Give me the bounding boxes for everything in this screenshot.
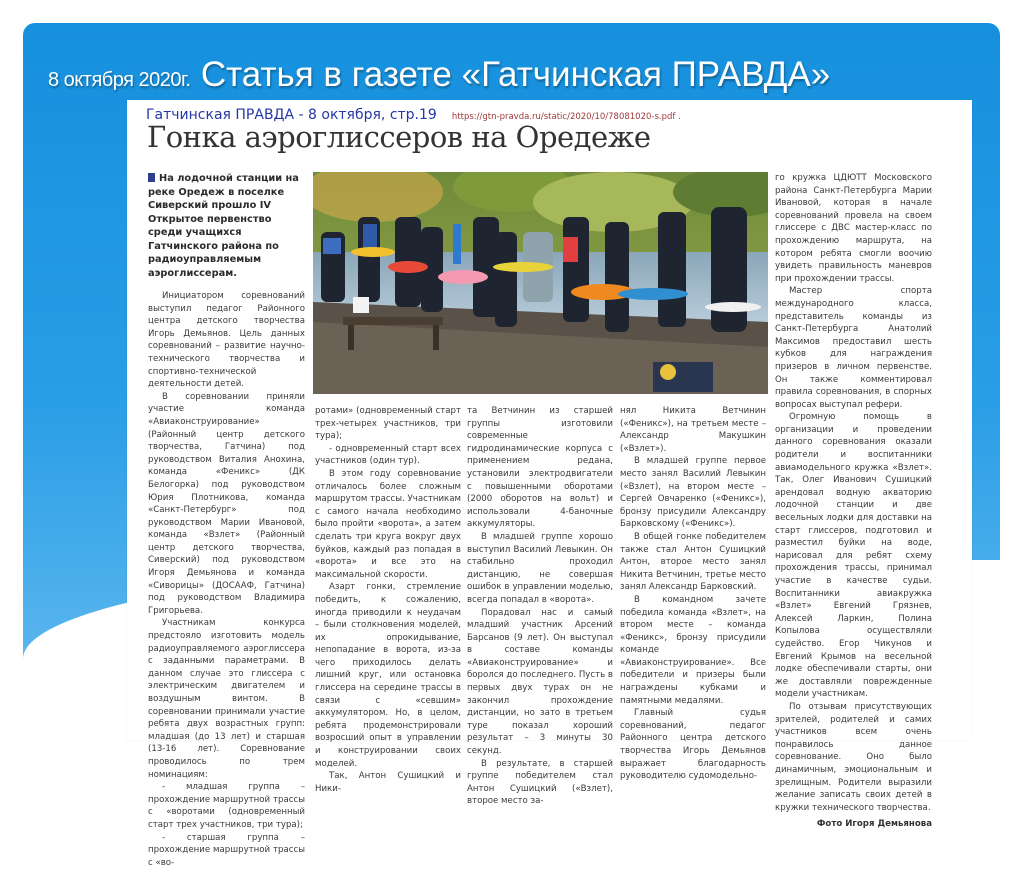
paragraph: В младшей группе первое место занял Василий Левыкин («Взлет), на втором месте – Сергей Овчаренко («Феникс»), бронзу присудили Александру Барковскому («Феникс»). — [620, 456, 766, 530]
article-headline: Гонка аэроглиссеров на Оредеже — [147, 120, 651, 154]
paragraph: В командном зачете победила команда «Взлет», на втором месте – команда «Феникс», бронзу присудили команде «Авиаконструирование». Все победители и призеры были награждены кубками и памятными медалями. — [620, 594, 766, 706]
paragraph: В результате, в старшей группе победителем стал Антон Сушицкий («Взлет), второе место за- — [467, 758, 613, 807]
paragraph: та Ветчинин из старшей группы изготовили современные гидродинамические корпуса с применением редана, установили электродвигатели с повышенными оборотами (2000 оборотов на вольт) и использовали 4-баночные аккумуляторы. — [467, 406, 613, 530]
paragraph: Порадовал нас и самый младший участник Арсений Барсанов (9 лет). Он выступал в составе команды «Авиаконструирование» и боролся до последнего. Пусть в первых двух турах он не закончил прохождение дистанции, но зато в третьем туре показал хороший результат – 3 минуты 30 секунд. — [467, 607, 613, 757]
slide-title-date: 8 октября 2020г. — [48, 69, 191, 91]
paragraph: го кружка ЦДЮТТ Московского района Санкт-Петербурга Марии Ивановой, которая в начале соревнований провела на своем глиссере с ДВС мастер-класс по прохождению маршрута, на котором ребята смогли воочию увидеть правильность маневров при прохождении трассы. — [775, 173, 932, 284]
photo-credit: Фото Игоря Демьянова — [816, 819, 932, 830]
article-column-1 — [148, 172, 305, 869]
source-url: https://gtn-pravda.ru/static/2020/10/78081020-s.pdf . — [451, 112, 681, 122]
paragraph: Огромную помощь в организации и проведении данного соревнования оказали родители и воспитанники авиамодельного кружка «Взлет». Так, Олег Иванович Сушицкий арендовал водную акваторию лодочной станции и две весельных лодки для доставки на старт глиссеров, подготовил и разместил буйки на воде, нарисовал для ребят схему прохождения трассы, принимал участие в качестве судьи. Воспитанники авиакружка «Взлет» Евгений Грязнев, Алексей Ларкин, Полина Копылова осуществляли судейство. Егор Чикунов и Евгений Крымов на весельной лодке обеспечивали старты, они же доставляли поврежденные модели участникам. — [775, 412, 932, 700]
paragraph: ротами» (одновременный старт трех-четырех участников, три тура); — [315, 406, 461, 442]
paragraph: В младшей группе хорошо выступил Василий Левыкин. Он стабильно проходил дистанцию, не совершая ошибок в управлении моделью, всегда попадал в «ворота». — [467, 531, 613, 605]
article-column-3 — [467, 405, 613, 808]
paragraph: В соревновании приняли участие команда «Авиаконструирование» (Районный центр детского творчества, Гатчина) под руководством Виталия Анохина, команда «Феникс» (ДК Белогорка) под руководством Юрия Плотникова, команда «Санкт-Петербург» под руководством Марии Ивановой, команда «Взлет» (Районный центр детского творчества, Сиверский) под руководством Игоря Демьянова и команда «Сиворицы» (ДОСААФ, Гатчина) под руководством Владимира Григорьева. — [148, 391, 305, 616]
paragraph: - младшая группа – прохождение маршрутной трассы с «воротами (одновременный старт трех участников, три тура); — [148, 782, 305, 830]
paragraph: В общей гонке победителем также стал Антон Сушицкий Антон, второе место занял Никита Ветчинин, третье место занял Александр Барковский. — [620, 531, 766, 593]
newspaper-clipping — [127, 100, 972, 868]
paragraph: Так, Антон Сушицкий и Ники- — [315, 771, 461, 794]
article-photo — [313, 172, 768, 394]
article-column-2 — [315, 405, 461, 795]
paragraph: Участникам конкурса предстояло изготовить модель радиоуправляемого аэроглиссера с заданными параметрами. В данном случае это глиссера с электрическим двигателем и воздушным винтом. В соревновании принимали участие ребята двух возрастных групп: младшая (до 13 лет) и старшая (13-16 лет). Соревнование проводилось по трем номинациям: — [148, 618, 305, 780]
paragraph: В этом году соревнование отличалось более сложным маршрутом трассы. Участникам с самого начала необходимо было пройти «ворота», а затем сделать три круга вокруг двух буйков, каждый раз попадая в «ворота» и все это на максимальной скорости. — [315, 468, 461, 580]
slide-title-main: Статья в газете «Гатчинская ПРАВДА» — [200, 55, 831, 94]
paragraph: Инициатором соревнований выступил педагог Районного центра детского творчества Игорь Демьянов. Цель данных соревнований – развитие научно-технического творчества и спортивно-технической деятельности детей. — [148, 291, 305, 390]
paragraph: По отзывам присутствующих зрителей, родителей и самих участников всем очень понравилось данное соревнование. Оно было динамичным, эмоциональным и зрелищным. Родители выразили желание записать своих детей в кружки технического творчества. — [775, 701, 932, 813]
photo-image — [313, 172, 768, 394]
paragraph: - одновременный старт всех участников (один тур). — [315, 443, 461, 467]
article-lead: На лодочной станции на реке Оредеж в поселке Сиверский прошло IV Открытое первенство среди учащихся Гатчинского района по радиоуправляемым аэроглиссерам. — [148, 173, 299, 279]
article-column-5 — [775, 172, 932, 831]
paragraph: нял Никита Ветчинин («Феникс»), на третьем месте – Александр Макушкин («Взлет»). — [620, 406, 766, 454]
newspaper-name: Гатчинская ПРАВДА - 8 октября, стр.19 — [146, 107, 437, 123]
paragraph: - старшая группа – прохождение маршрутной трассы с «во- — [148, 832, 305, 868]
bullet-icon — [148, 173, 155, 182]
paragraph: Главный судья соревнований, педагог Районного центра детского творчества Игорь Демьянов выражает благодарность руководителю судомодельно- — [620, 708, 766, 782]
article-column-4 — [620, 405, 766, 783]
slide-title — [48, 55, 830, 95]
paragraph: Азарт гонки, стремление победить, к сожалению, иногда приводили к неудачам – были столкновения моделей, их опрокидывание, непопадание в ворота, из-за чего приходилось делать лишний круг, или остановка глиссера на середине трассы в связи с «севшим» аккумулятором. Но, в целом, ребята продемонстрировали возросший опыт в управлении и конструировании своих моделей. — [315, 582, 461, 769]
paragraph: Мастер спорта международного класса, представитель команды из Санкт-Петербурга Анатолий Максимов предоставил шесть кубков для награждения призеров в личном первенстве. Он также комментировал правила соревнования, в спорных вопросах выступал рефери. — [775, 286, 932, 410]
